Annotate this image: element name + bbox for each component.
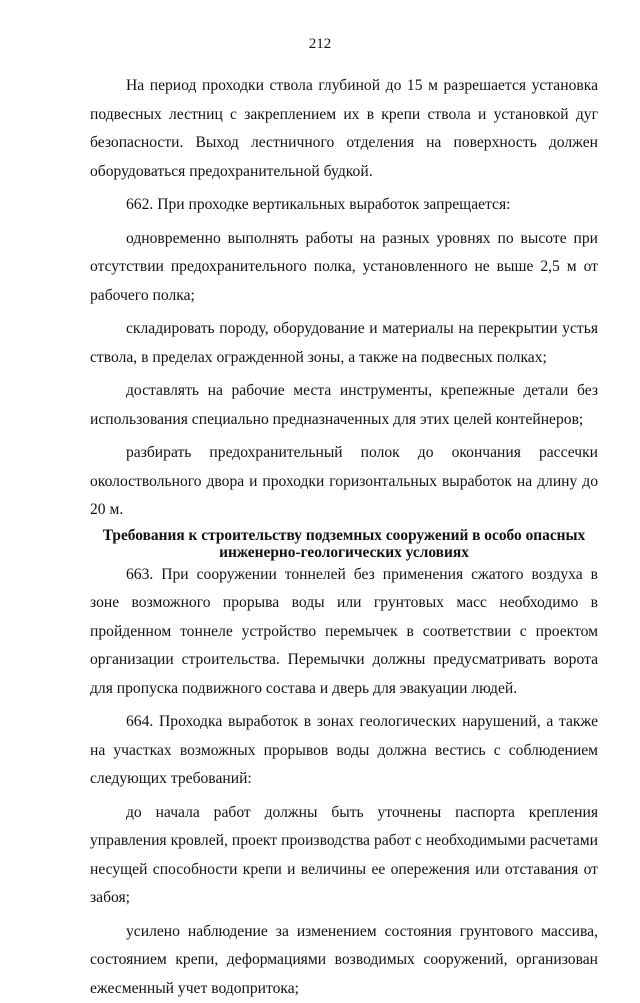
- section-heading-line-1: Требования к строительству подземных сооружений в особо опасных: [90, 527, 598, 544]
- paragraph-delivery: доставлять на рабочие места инструменты, крепежные детали без использования специально предназначенных для этих целей контейнеров;: [90, 377, 598, 434]
- section-heading-line-2: инженерно-геологических условиях: [90, 544, 598, 561]
- paragraph-storage: складировать породу, оборудование и материалы на перекрытии устья ствола, в пределах огражденной зоны, а также на подвесных полках;: [90, 315, 598, 372]
- paragraph-monitoring: усилено наблюдение за изменением состояния грунтового массива, состоянием крепи, деформациями возводимых сооружений, организован ежесменный учет водопритока;: [90, 918, 598, 1003]
- page-number: 212: [0, 36, 640, 53]
- paragraph-664: 664. Проходка выработок в зонах геологических нарушений, а также на участках возможных прорывов воды должна вестись с соблюдением следующих требований:: [90, 708, 598, 794]
- paragraph-662: 662. При проходке вертикальных выработок запрещается:: [90, 191, 598, 220]
- section-heading: [90, 527, 598, 561]
- paragraph-passports: до начала работ должны быть уточнены паспорта крепления управления кровлей, проект производства работ с необходимыми расчетами несущей способности крепи и величины ее опережения или отставания от забоя;: [90, 799, 598, 913]
- paragraph-simultaneous-work: одновременно выполнять работы на разных уровнях по высоте при отсутствии предохранительного полка, установленного не выше 2,5 м от рабочего полка;: [90, 225, 598, 311]
- paragraph-663: 663. При сооружении тоннелей без применения сжатого воздуха в зоне возможного прорыва воды или грунтовых масс необходимо в пройденном тоннеле устройство перемычек в соответствии с проектом организации строительства. Перемычки должны предусматривать ворота для пропуска подвижного состава и дверь для эвакуации людей.: [90, 561, 598, 704]
- paragraph-ladders: На период проходки ствола глубиной до 15 м разрешается установка подвесных лестниц с закреплением их в крепи ствола и установкой дуг безопасности. Выход лестничного отделения на поверхность должен оборудоваться предохранительной будкой.: [90, 72, 598, 186]
- paragraph-dismantling: разбирать предохранительный полок до окончания рассечки околоствольного двора и проходки горизонтальных выработок на длину до 20 м.: [90, 439, 598, 525]
- document-body: [90, 72, 598, 1003]
